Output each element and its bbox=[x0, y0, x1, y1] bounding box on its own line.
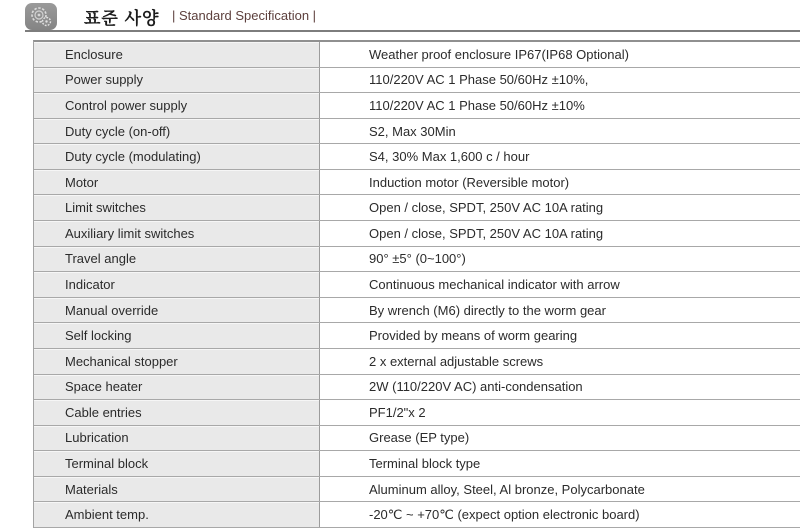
table-row bbox=[34, 144, 800, 170]
spec-label: Travel angle bbox=[34, 247, 320, 272]
spec-label: Auxiliary limit switches bbox=[34, 221, 320, 246]
spec-value: Weather proof enclosure IP67(IP68 Optional) bbox=[369, 46, 629, 62]
spec-value: -20℃ ~ +70℃ (expect option electronic board) bbox=[369, 506, 640, 522]
spec-label: Duty cycle (on-off) bbox=[34, 119, 320, 144]
table-row bbox=[34, 42, 800, 68]
spec-label: Lubrication bbox=[34, 426, 320, 451]
table-row bbox=[34, 68, 800, 94]
spec-label: Control power supply bbox=[34, 93, 320, 118]
spec-value: 2W (110/220V AC) anti-condensation bbox=[369, 379, 583, 395]
table-row bbox=[34, 298, 800, 324]
spec-label: Limit switches bbox=[34, 195, 320, 220]
table-row bbox=[34, 451, 800, 477]
spec-label: Motor bbox=[34, 170, 320, 195]
table-row bbox=[34, 195, 800, 221]
spec-label: Duty cycle (modulating) bbox=[34, 144, 320, 169]
spec-value: By wrench (M6) directly to the worm gear bbox=[369, 302, 606, 318]
table-row bbox=[34, 247, 800, 273]
spec-label: Power supply bbox=[34, 68, 320, 93]
table-row bbox=[34, 375, 800, 401]
spec-value: PF1/2"x 2 bbox=[369, 404, 426, 420]
specification-table bbox=[33, 40, 800, 528]
spec-value: 2 x external adjustable screws bbox=[369, 353, 544, 369]
table-row bbox=[34, 272, 800, 298]
table-row bbox=[34, 349, 800, 375]
page-title: 표준 사양 bbox=[84, 9, 160, 28]
spec-value: 90° ±5° (0~100°) bbox=[369, 251, 466, 267]
spec-value: Grease (EP type) bbox=[369, 430, 470, 446]
spec-value: 110/220V AC 1 Phase 50/60Hz ±10%, bbox=[369, 72, 589, 88]
spec-label: Manual override bbox=[34, 298, 320, 323]
gears-icon bbox=[25, 3, 57, 30]
spec-value: Open / close, SPDT, 250V AC 10A rating bbox=[369, 200, 604, 216]
table-row bbox=[34, 93, 800, 119]
spec-value: S2, Max 30Min bbox=[369, 123, 456, 139]
spec-value: Open / close, SPDT, 250V AC 10A rating bbox=[369, 225, 604, 241]
table-row bbox=[34, 323, 800, 349]
spec-label: Space heater bbox=[34, 375, 320, 400]
table-row bbox=[34, 400, 800, 426]
spec-value: S4, 30% Max 1,600 c / hour bbox=[369, 149, 530, 165]
spec-label: Cable entries bbox=[34, 400, 320, 425]
spec-label: Terminal block bbox=[34, 451, 320, 476]
spec-value: Aluminum alloy, Steel, Al bronze, Polycarbonate bbox=[369, 481, 645, 497]
spec-label: Enclosure bbox=[34, 42, 320, 67]
table-row bbox=[34, 170, 800, 196]
spec-label: Self locking bbox=[34, 323, 320, 348]
spec-value: Induction motor (Reversible motor) bbox=[369, 174, 570, 190]
spec-label: Indicator bbox=[34, 272, 320, 297]
table-row bbox=[34, 221, 800, 247]
spec-label: Mechanical stopper bbox=[34, 349, 320, 374]
header-divider bbox=[25, 30, 800, 32]
spec-value: 110/220V AC 1 Phase 50/60Hz ±10% bbox=[369, 97, 585, 113]
table-row bbox=[34, 502, 800, 528]
table-row bbox=[34, 426, 800, 452]
table-row bbox=[34, 119, 800, 145]
spec-value: Provided by means of worm gearing bbox=[369, 328, 578, 344]
page-subtitle: | Standard Specification | bbox=[172, 8, 317, 23]
spec-label: Ambient temp. bbox=[34, 502, 320, 527]
spec-label: Materials bbox=[34, 477, 320, 502]
spec-value: Continuous mechanical indicator with arrow bbox=[369, 276, 620, 292]
table-row bbox=[34, 477, 800, 503]
spec-value: Terminal block type bbox=[369, 456, 481, 472]
